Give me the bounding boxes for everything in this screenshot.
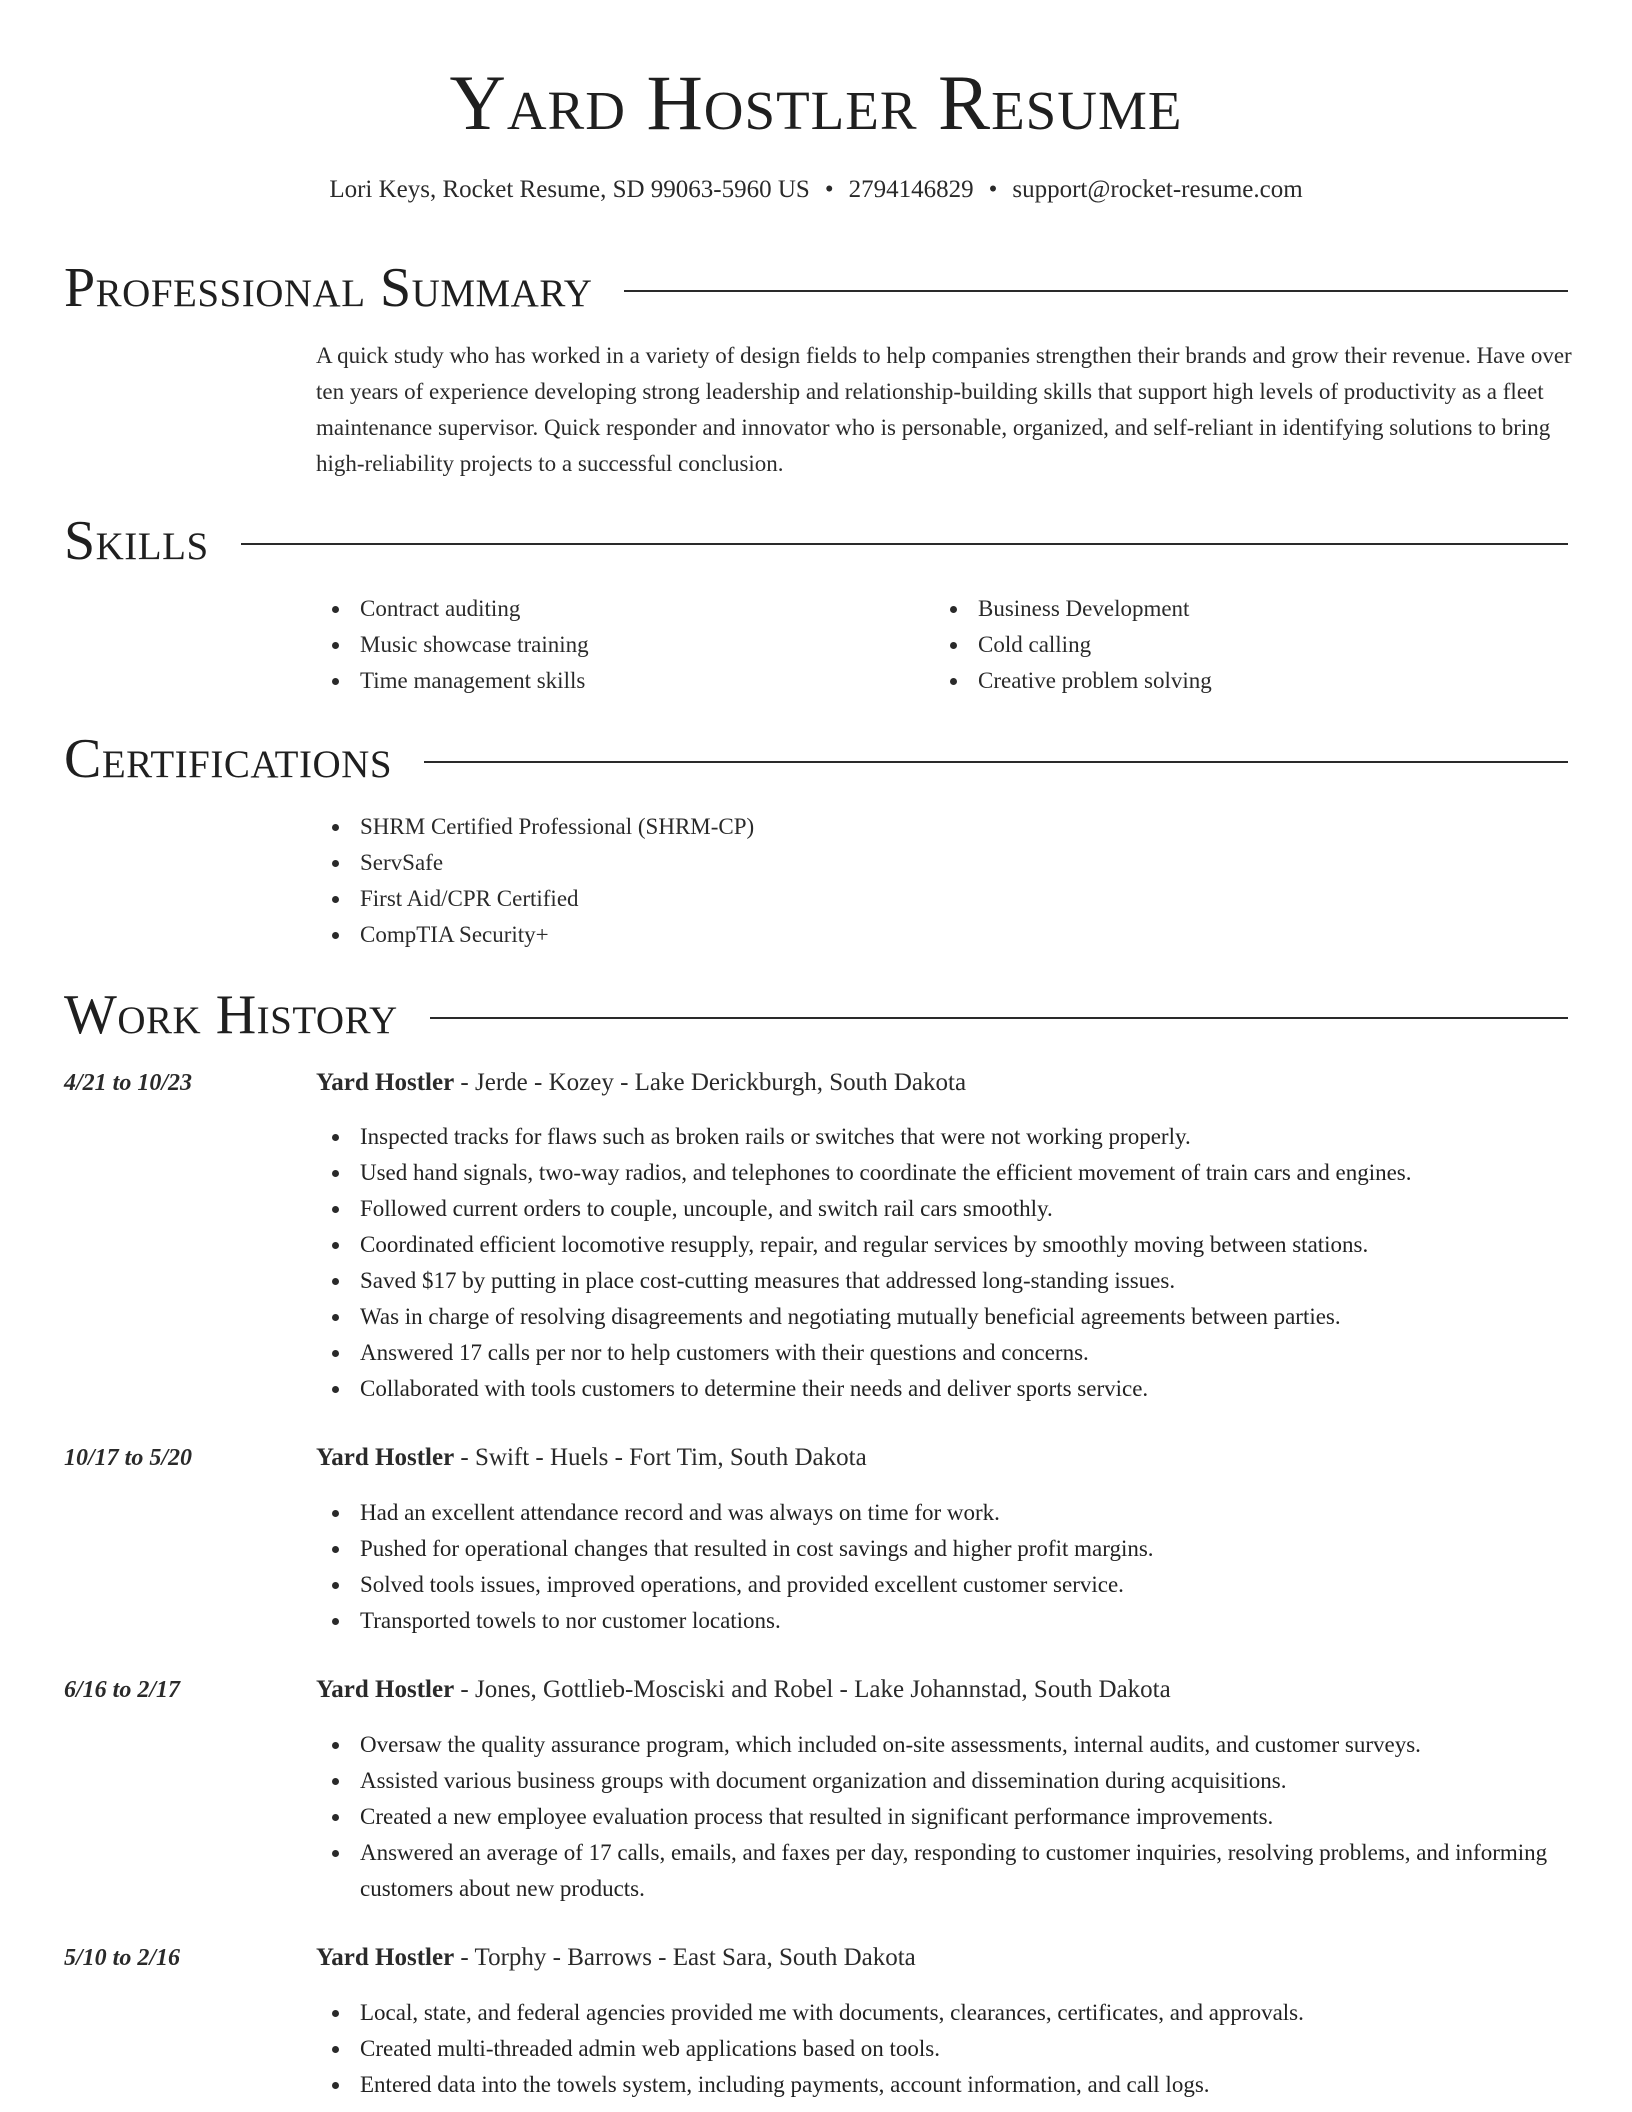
job-heading bbox=[316, 1941, 916, 1975]
skill-item: Contract auditing bbox=[316, 591, 934, 627]
job-bullet: Local, state, and federal agencies provided me with documents, clearances, certificates, and approvals. bbox=[316, 1995, 1572, 2031]
job-responsibilities bbox=[316, 1995, 1572, 2103]
certifications-heading: Certifications bbox=[64, 728, 393, 790]
job-bullet: Solved tools issues, improved operations, and provided excellent customer service. bbox=[316, 1567, 1572, 1603]
contact-email: support@rocket-resume.com bbox=[1012, 176, 1303, 203]
job-bullet: Inspected tracks for flaws such as broken rails or switches that were not working properly. bbox=[316, 1119, 1572, 1155]
certifications-section-header bbox=[64, 727, 1568, 791]
job-title: Yard Hostler bbox=[316, 1444, 455, 1471]
job-responsibilities bbox=[316, 1495, 1572, 1639]
job-dates: 6/16 to 2/17 bbox=[64, 1677, 181, 1703]
job-employer-location: - Torphy - Barrows - East Sara, South Dakota bbox=[454, 1944, 916, 1971]
skill-item: Cold calling bbox=[934, 627, 1552, 663]
skill-item: Creative problem solving bbox=[934, 663, 1552, 699]
job-title: Yard Hostler bbox=[316, 1676, 455, 1703]
separator-dot: • bbox=[988, 176, 998, 203]
job-bullet: Entered data into the towels system, including payments, account information, and call logs. bbox=[316, 2067, 1572, 2103]
job-heading bbox=[316, 1066, 966, 1100]
job-employer-location: - Jerde - Kozey - Lake Derickburgh, South Dakota bbox=[454, 1069, 967, 1096]
certification-item: First Aid/CPR Certified bbox=[316, 881, 1572, 917]
certifications-list bbox=[316, 809, 1572, 953]
job-heading bbox=[316, 1441, 867, 1475]
contact-address: Lori Keys, Rocket Resume, SD 99063-5960 US bbox=[329, 176, 810, 203]
summary-text: A quick study who has worked in a variety of design fields to help companies strengthen their brands and grow their revenue. Have over ten years of experience developing strong leadership and relationship-building skills that support high levels of productivity as a fleet maintenance supervisor. Quick responder and innovator who is personable, organized, and self-reliant in identifying solutions to bring high-reliability projects to a successful conclusion. bbox=[316, 343, 1572, 476]
job-bullet: Collaborated with tools customers to determine their needs and deliver sports service. bbox=[316, 1371, 1572, 1407]
job-responsibilities bbox=[316, 1727, 1572, 1907]
job-bullet: Saved $17 by putting in place cost-cutting measures that addressed long-standing issues. bbox=[316, 1263, 1572, 1299]
skill-item: Time management skills bbox=[316, 663, 934, 699]
job-dates: 10/17 to 5/20 bbox=[64, 1445, 193, 1471]
job-employer-location: - Swift - Huels - Fort Tim, South Dakota bbox=[454, 1444, 867, 1471]
work-history-heading: Work History bbox=[64, 984, 398, 1046]
section-divider bbox=[241, 543, 1568, 545]
skills-column-right bbox=[934, 591, 1552, 699]
resume-title: Yard Hostler Resume bbox=[449, 59, 1183, 146]
skill-item: Business Development bbox=[934, 591, 1552, 627]
job-heading bbox=[316, 1673, 1171, 1707]
certification-item: SHRM Certified Professional (SHRM-CP) bbox=[316, 809, 1572, 845]
contact-line bbox=[0, 174, 1632, 206]
job-bullet: Coordinated efficient locomotive resupply, repair, and regular services by smoothly moving between stations. bbox=[316, 1227, 1572, 1263]
section-divider bbox=[430, 1017, 1568, 1019]
job-bullet: Answered 17 calls per nor to help customers with their questions and concerns. bbox=[316, 1335, 1572, 1371]
job-dates: 5/10 to 2/16 bbox=[64, 1945, 181, 1971]
certification-item: ServSafe bbox=[316, 845, 1572, 881]
skills-section-header bbox=[64, 509, 1568, 573]
job-bullet: Created a new employee evaluation process that resulted in significant performance improvements. bbox=[316, 1799, 1572, 1835]
job-title: Yard Hostler bbox=[316, 1944, 455, 1971]
job-dates: 4/21 to 10/23 bbox=[64, 1070, 193, 1096]
certification-item: CompTIA Security+ bbox=[316, 917, 1572, 953]
job-bullet: Assisted various business groups with document organization and dissemination during acquisitions. bbox=[316, 1763, 1572, 1799]
job-bullet: Created multi-threaded admin web applications based on tools. bbox=[316, 2031, 1572, 2067]
skill-item: Music showcase training bbox=[316, 627, 934, 663]
contact-phone: 2794146829 bbox=[848, 176, 974, 203]
job-bullet: Answered an average of 17 calls, emails, and faxes per day, responding to customer inquiries, resolving problems, and informing customers about new products. bbox=[316, 1835, 1572, 1907]
skills-list bbox=[316, 591, 1572, 699]
job-title: Yard Hostler bbox=[316, 1069, 455, 1096]
section-divider bbox=[624, 290, 1568, 292]
job-bullet: Transported towels to nor customer locations. bbox=[316, 1603, 1572, 1639]
summary-section-header bbox=[64, 256, 1568, 320]
job-bullet: Pushed for operational changes that resulted in cost savings and higher profit margins. bbox=[316, 1531, 1572, 1567]
section-divider bbox=[424, 761, 1568, 763]
separator-dot: • bbox=[824, 176, 834, 203]
summary-heading: Professional Summary bbox=[64, 257, 593, 319]
work-history-section-header bbox=[64, 983, 1568, 1047]
job-responsibilities bbox=[316, 1119, 1572, 1407]
job-employer-location: - Jones, Gottlieb-Mosciski and Robel - Lake Johannstad, South Dakota bbox=[454, 1676, 1171, 1703]
job-bullet: Oversaw the quality assurance program, which included on-site assessments, internal audits, and customer surveys. bbox=[316, 1727, 1572, 1763]
job-bullet: Followed current orders to couple, uncouple, and switch rail cars smoothly. bbox=[316, 1191, 1572, 1227]
job-bullet: Was in charge of resolving disagreements and negotiating mutually beneficial agreements between parties. bbox=[316, 1299, 1572, 1335]
skills-column-left bbox=[316, 591, 934, 699]
skills-heading: Skills bbox=[64, 510, 209, 572]
job-bullet: Had an excellent attendance record and was always on time for work. bbox=[316, 1495, 1572, 1531]
job-bullet: Used hand signals, two-way radios, and telephones to coordinate the efficient movement of train cars and engines. bbox=[316, 1155, 1572, 1191]
